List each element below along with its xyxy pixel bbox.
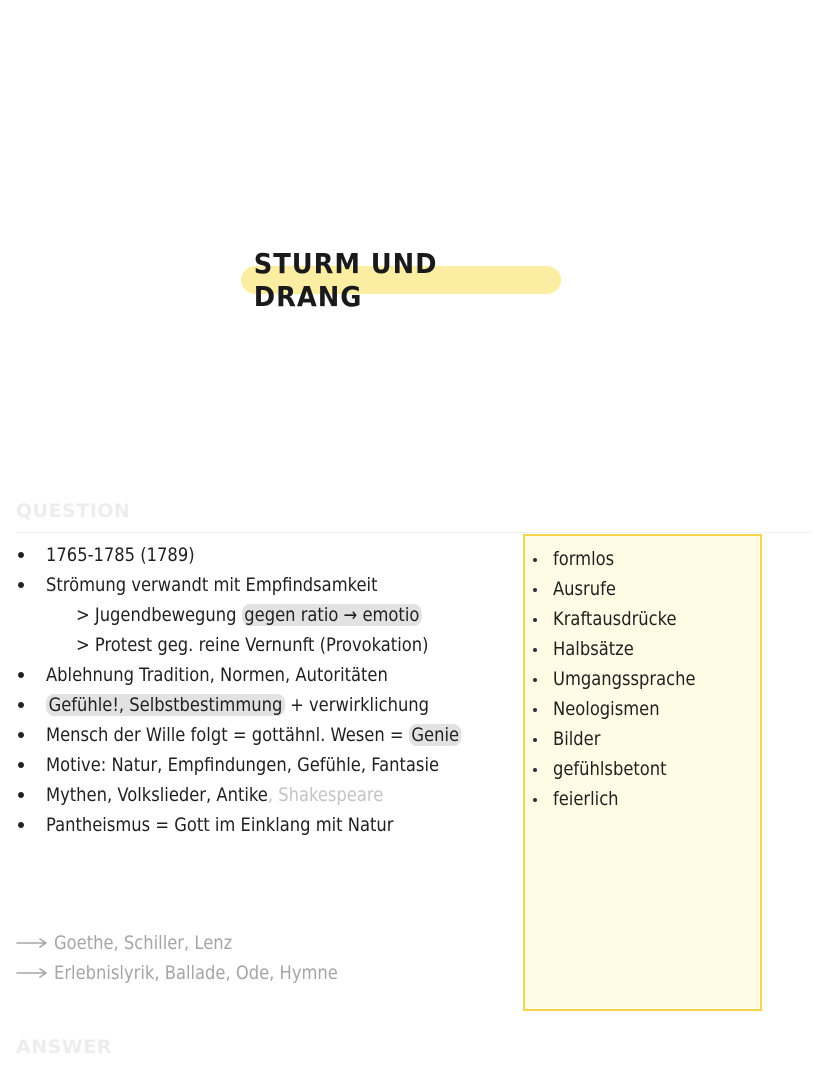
- note-text: Pantheismus = Gott im Einklang mit Natur: [46, 814, 394, 836]
- note-text: > Protest geg. reine Vernunft (Provokation): [76, 634, 429, 656]
- bullet-dot: [18, 672, 24, 678]
- section-divider: [16, 532, 812, 533]
- side-list-text: Umgangssprache: [553, 668, 696, 690]
- note-line: [46, 540, 195, 570]
- note-text: > Jugendbewegung: [76, 604, 242, 626]
- side-list-text: Halbsätze: [553, 638, 634, 660]
- highlighted-text: Genie: [409, 724, 462, 746]
- side-list-text: Neologismen: [553, 698, 660, 720]
- note-text: Motive: Natur, Empfindungen, Gefühle, Fantasie: [46, 754, 440, 776]
- highlighted-text: gegen ratio → emotio: [242, 604, 422, 626]
- page-title: STURM UND DRANG: [253, 247, 438, 313]
- question-label: QUESTION: [16, 500, 131, 522]
- bullet-dot: [533, 798, 537, 802]
- bullet-dot: [18, 702, 24, 708]
- arrow-note: [16, 959, 384, 987]
- highlighted-text: Gefühle!, Selbstbestimmung: [46, 694, 285, 716]
- bullet-dot: [18, 552, 24, 558]
- side-list-item: [525, 724, 764, 754]
- note-text: + verwirklichung: [284, 694, 430, 716]
- bullet-dot: [533, 768, 537, 772]
- bullet-dot: [533, 678, 537, 682]
- note-line: [46, 570, 378, 600]
- note-line: [46, 780, 383, 810]
- right-arrow-icon: [16, 967, 48, 979]
- characteristics-box: [523, 534, 762, 1011]
- side-list-item: [525, 544, 764, 574]
- side-list-item: [525, 664, 764, 694]
- note-line: [46, 660, 388, 690]
- arrow-text: Goethe, Schiller, Lenz: [54, 932, 233, 954]
- note-line: [46, 690, 429, 720]
- note-text: Ablehnung Tradition, Normen, Autoritäten: [46, 664, 388, 686]
- side-list-item: [525, 604, 764, 634]
- arrow-text: Erlebnislyrik, Ballade, Ode, Hymne: [54, 962, 338, 984]
- note-text: 1765-1785 (1789): [46, 544, 195, 566]
- side-list-text: feierlich: [553, 788, 619, 810]
- side-list-text: Kraftausdrücke: [553, 608, 677, 630]
- side-list-item: [525, 694, 764, 724]
- bullet-dot: [533, 588, 537, 592]
- arrow-note: [16, 929, 261, 957]
- note-text: Mythen, Volkslieder, Antike: [46, 784, 268, 806]
- note-line: [76, 630, 428, 660]
- faded-text: , Shakespeare: [267, 784, 384, 806]
- bullet-dot: [18, 762, 24, 768]
- bullet-dot: [533, 738, 537, 742]
- bullet-dot: [18, 732, 24, 738]
- bullet-dot: [18, 582, 24, 588]
- note-line: [76, 600, 422, 630]
- right-arrow-icon: [16, 937, 48, 949]
- bullet-dot: [533, 648, 537, 652]
- side-list-text: formlos: [553, 548, 615, 570]
- side-list-item: [525, 754, 764, 784]
- bullet-dot: [18, 822, 24, 828]
- title-block: [241, 247, 561, 313]
- bullet-dot: [533, 708, 537, 712]
- side-list-text: Ausrufe: [553, 578, 616, 600]
- side-list-text: gefühlsbetont: [553, 758, 667, 780]
- side-list-text: Bilder: [553, 728, 601, 750]
- note-line: [46, 720, 462, 750]
- side-list-item: [525, 784, 764, 814]
- note-text: Mensch der Wille folgt = gottähnl. Wesen =: [46, 724, 409, 746]
- side-list-item: [525, 634, 764, 664]
- side-list-item: [525, 574, 764, 604]
- note-line: [46, 750, 439, 780]
- note-line: [46, 810, 393, 840]
- note-text: Strömung verwandt mit Empfindsamkeit: [46, 574, 378, 596]
- bullet-dot: [533, 618, 537, 622]
- bullet-dot: [18, 792, 24, 798]
- bullet-dot: [533, 558, 537, 562]
- answer-label: ANSWER: [16, 1036, 112, 1058]
